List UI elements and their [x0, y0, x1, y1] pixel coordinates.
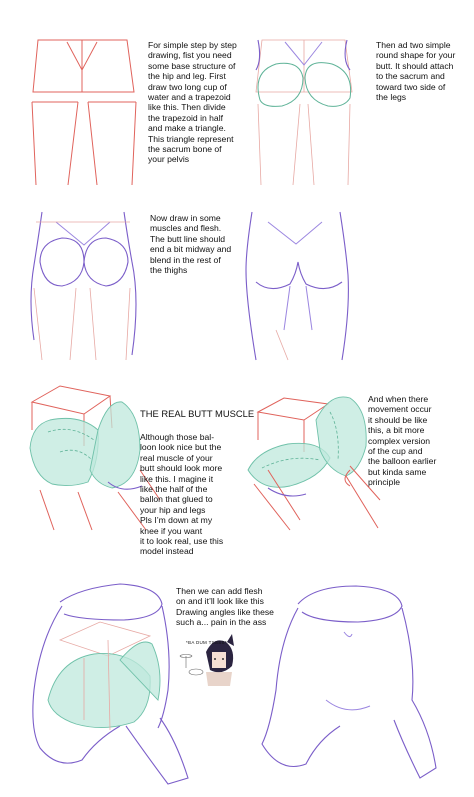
step3-note: Now draw in some muscles and flesh. The butt line should end a bit midway and blend in the rest of the thighs [150, 213, 232, 276]
muscle-flesh-drawing-right [246, 212, 348, 360]
flesh-note: Then we can add flesh on and it’ll look like this Drawing angles like these such a... pain in the ass [176, 586, 274, 628]
step1-note: For simple step by step drawing, fist you need some base structure of the hip and leg. First draw two long cup of water and a trapezoid like this. Then divide the trapezoid in half and make a triangle. This triangle represent the sacrum bone of your pelvis [148, 40, 237, 165]
badum-caption: *BA DUM TSSSS* [186, 640, 227, 645]
step2-note: Then ad two simple round shape for your butt. It should attach to the sacrum and toward two side of the legs [376, 40, 456, 103]
real-muscle-title: THE REAL BUTT MUSCLE [140, 408, 255, 419]
flesh-construction-drawing [33, 584, 188, 784]
movement-note: And when there movement occur it should be like this, a bit more complex version of the cup and the balloon earlier but kinda same principle [368, 394, 437, 488]
movement-drawing [248, 397, 380, 530]
flesh-final-drawing [262, 586, 436, 778]
round-shapes-drawing [256, 40, 352, 185]
real-muscle-note: Although those bal- loon look nice but the real muscle of your butt should look more like this. I magine it like the half of the ballon that glued to your hip and legs Pls I’m down at my knee if you want it to look real, use this model instead [140, 432, 224, 557]
muscle-flesh-drawing-left [31, 212, 136, 360]
base-structure-drawing [32, 40, 136, 185]
